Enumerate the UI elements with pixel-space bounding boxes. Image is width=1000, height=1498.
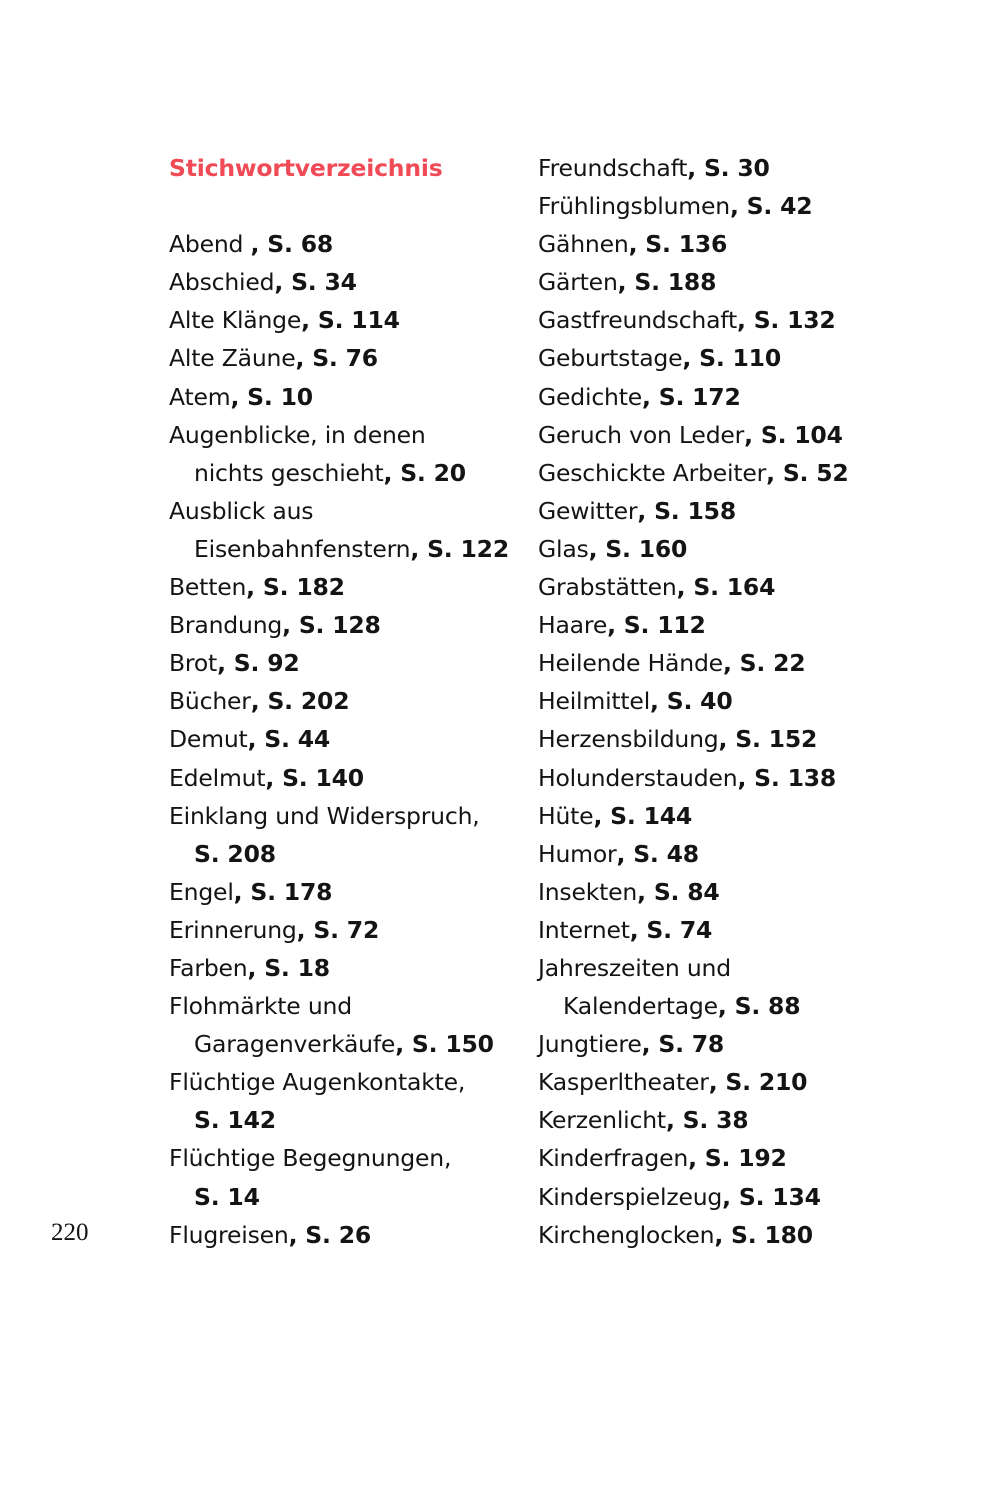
index-term: Flüchtige Augenkontakte, [169,1068,466,1097]
index-entry-line [538,530,978,568]
index-term: Atem [169,382,231,411]
index-entry-continuation [169,1178,519,1216]
index-page-ref: , S. 140 [265,763,364,792]
index-term: Geburtstage [538,344,683,373]
index-term: Jungtiere [538,1030,642,1059]
index-term: Gastfreundschaft [538,306,737,335]
index-entry-line [538,1101,978,1139]
index-term-continued: Kalendertage [563,992,718,1021]
index-entry-line [538,1025,978,1063]
index-term: Alte Klänge [169,306,302,335]
index-entry-line [538,1063,978,1101]
index-entry [538,339,978,377]
index-term: Farben [169,953,248,982]
index-entry-line [169,720,519,758]
index-term: Alte Zäune [169,344,296,373]
index-page-ref: , S. 34 [274,268,357,297]
index-entry-line [169,225,519,263]
index-entry-line [169,416,519,454]
index-entry-line [538,835,978,873]
index-page-ref: , S. 74 [629,915,713,944]
index-page-ref: , S. 138 [737,763,837,792]
index-term: Geschickte Arbeiter [538,458,767,487]
index-term: Abschied [169,268,275,297]
index-entry-line [538,187,978,225]
index-entry [538,1025,978,1063]
index-entry-line [538,682,978,720]
index-entry [538,568,978,606]
index-term: Flüchtige Begegnungen, [169,1144,452,1173]
index-entry [538,873,978,911]
index-page-ref: , S. 182 [246,573,345,602]
index-term: Kasperltheater [538,1068,709,1097]
index-entry [169,416,519,492]
index-page-ref: S. 208 [194,839,276,868]
index-page-ref: , S. 210 [708,1068,808,1097]
index-term: Abend [169,230,251,259]
index-list-right [538,149,978,1254]
index-entry-line [169,644,519,682]
index-page-ref: , S. 76 [295,344,378,373]
index-entry [538,1216,978,1254]
index-term: Gedichte [538,382,643,411]
index-entry-line [538,568,978,606]
index-term: Insekten [538,877,638,906]
index-page-ref: S. 142 [194,1106,276,1135]
index-page-ref: , S. 22 [722,649,806,678]
index-term-continued: Garagenverkäufe [194,1030,396,1059]
index-entry [169,339,519,377]
index-term: Gärten [538,268,618,297]
index-term: Bücher [169,687,251,716]
index-term: Frühlingsblumen [538,192,730,221]
index-entry [169,492,519,568]
index-entry-line [169,606,519,644]
index-page-ref: , S. 188 [617,268,717,297]
index-entry-line [169,987,519,1025]
index-term-continued: nichts geschieht [194,458,384,487]
index-entry-line [169,759,519,797]
index-entry [538,720,978,758]
index-entry [169,606,519,644]
index-entry [538,378,978,416]
heading-spacer [169,187,519,225]
index-entry [169,720,519,758]
index-entry [169,378,519,416]
index-page-ref: , S. 26 [288,1220,372,1249]
index-entry-line [538,149,978,187]
index-term: Brot [169,649,218,678]
index-term: Freundschaft [538,154,688,182]
index-entry-line [538,416,978,454]
index-page-ref: , S. 192 [688,1144,787,1173]
index-entry-line [538,949,978,987]
index-entry-line [538,492,978,530]
index-page-ref: , S. 114 [301,306,400,335]
index-entry-line [538,644,978,682]
index-term: Humor [538,839,617,868]
index-entry-line [169,873,519,911]
index-entry [169,987,519,1063]
index-entry [538,606,978,644]
index-entry [538,149,978,187]
index-entry [169,1063,519,1139]
index-list-left [169,225,519,1254]
index-entry [538,759,978,797]
index-entry-line [169,378,519,416]
index-entry-line [538,263,978,301]
index-page-ref: , S. 136 [628,230,728,259]
index-term: Heilende Hände [538,649,723,678]
index-entry-line [538,378,978,416]
index-entry [538,1063,978,1101]
index-page-ref: , S. 132 [736,306,836,335]
index-page-ref: , S. 172 [642,382,741,411]
index-entry [169,949,519,987]
index-term: Erinnerung [169,915,297,944]
index-entry [538,949,978,1025]
index-page-ref: , S. 150 [395,1030,494,1059]
index-entry-line [538,759,978,797]
index-term: Kinderfragen [538,1144,689,1173]
index-term: Glas [538,534,589,563]
index-page-ref: , S. 10 [230,382,313,411]
index-page-ref: , S. 78 [641,1030,725,1059]
index-term: Engel [169,877,234,906]
index-entry-line [538,225,978,263]
index-entry [169,911,519,949]
index-term: Heilmittel [538,687,651,716]
index-entry [538,530,978,568]
index-column-right [538,149,978,1254]
index-term: Herzensbildung [538,725,719,754]
index-entry-line [538,797,978,835]
index-page-ref: , S. 180 [714,1220,813,1249]
index-entry-line [538,720,978,758]
index-term: Edelmut [169,763,266,792]
index-page-ref: , S. 30 [687,154,770,182]
index-page-ref: , S. 104 [744,420,843,449]
index-term: Flugreisen [169,1220,289,1249]
index-entry [169,225,519,263]
index-entry [538,797,978,835]
index-entry-continuation [169,530,519,568]
index-entry-line [538,454,978,492]
index-entry-line [169,949,519,987]
index-entry-line [538,1139,978,1177]
index-page-ref: , S. 68 [250,230,333,259]
index-term: Gewitter [538,496,638,525]
index-entry-line [169,682,519,720]
index-page-ref: , S. 88 [717,992,801,1021]
index-entry-continuation [538,987,978,1025]
index-entry [169,644,519,682]
index-page-ref: , S. 144 [593,801,693,830]
index-entry [538,454,978,492]
index-term: Kirchenglocken [538,1220,715,1249]
index-entry-continuation [169,835,519,873]
index-page-ref: , S. 38 [665,1106,749,1135]
index-entry-line [538,873,978,911]
index-entry-line [538,911,978,949]
index-entry [169,759,519,797]
index-entry-line [169,1063,519,1101]
index-term: Haare [538,611,608,640]
index-term: Demut [169,725,248,754]
index-entry [169,797,519,873]
index-entry-continuation [169,454,519,492]
index-entry [169,682,519,720]
index-term: Geruch von Leder [538,420,745,449]
index-page-ref: , S. 48 [616,839,699,868]
index-entry [169,568,519,606]
index-term: Kerzenlicht [538,1106,666,1135]
index-entry [538,416,978,454]
index-entry-line [538,1216,978,1254]
index-entry [538,1101,978,1139]
index-term: Augenblicke, in denen [169,420,426,449]
index-entry-line [538,339,978,377]
index-entry [538,644,978,682]
index-entry-line [169,339,519,377]
index-entry-line [169,263,519,301]
index-entry [538,492,978,530]
index-heading: Stichwortverzeichnis [169,154,443,182]
index-page-ref: , S. 72 [296,915,380,944]
index-entry-line [169,568,519,606]
index-term: Betten [169,573,247,602]
index-entry [538,1139,978,1177]
index-entry-line [538,1178,978,1216]
index-entry [538,682,978,720]
index-page-ref: , S. 20 [383,458,466,487]
index-term: Flohmärkte und [169,992,352,1021]
index-entry-line [169,492,519,530]
index-page-ref: , S. 44 [247,725,331,754]
index-page-ref: , S. 160 [588,534,688,563]
index-page-ref: , S. 84 [637,877,720,906]
index-entry-continuation [169,1025,519,1063]
index-page-ref: , S. 164 [676,573,776,602]
index-entry [538,911,978,949]
index-term: Holunderstauden [538,763,738,792]
index-entry [538,263,978,301]
index-term: Gähnen [538,230,629,259]
index-column-left [169,149,519,1254]
index-entry [169,263,519,301]
index-page-ref: , S. 92 [217,649,300,678]
page-number: 220 [51,1219,89,1246]
index-term: Jahreszeiten und [538,953,731,982]
index-term-continued: Eisenbahnfenstern [194,534,411,563]
index-page-ref: , S. 178 [233,877,333,906]
index-page-ref: , S. 128 [282,611,381,640]
index-entry-line [169,301,519,339]
index-entry-line [169,1139,519,1177]
index-entry [538,1178,978,1216]
index-term: Einklang und Widerspruch, [169,801,480,830]
index-term: Kinderspielzeug [538,1182,723,1211]
index-entry [169,873,519,911]
index-entry [169,1216,519,1254]
index-page-ref: , S. 52 [766,458,849,487]
index-term: Hüte [538,801,594,830]
index-term: Brandung [169,611,283,640]
index-entry-line [538,301,978,339]
index-entry [538,225,978,263]
index-entry [538,301,978,339]
index-page-ref: , S. 152 [718,725,818,754]
index-entry-line [538,606,978,644]
index-page-ref: , S. 40 [650,687,733,716]
index-page-ref: , S. 42 [729,192,813,221]
index-page-ref: S. 14 [194,1182,260,1211]
index-page-ref: , S. 110 [682,344,781,373]
index-entry-continuation [169,1101,519,1139]
index-entry [169,1139,519,1215]
index-page-ref: , S. 158 [637,496,736,525]
index-term: Grabstätten [538,573,677,602]
index-entry [169,301,519,339]
index-page-ref: , S. 202 [250,687,350,716]
index-page-ref: , S. 134 [722,1182,821,1211]
index-entry-line [169,797,519,835]
index-entry [538,835,978,873]
index-page-ref: , S. 112 [607,611,706,640]
index-page-ref: , S. 18 [247,953,330,982]
index-term: Ausblick aus [169,496,314,525]
index-entry-line [169,1216,519,1254]
index-entry-line [169,911,519,949]
index-entry [538,187,978,225]
index-term: Internet [538,915,630,944]
index-page-ref: , S. 122 [410,534,509,563]
